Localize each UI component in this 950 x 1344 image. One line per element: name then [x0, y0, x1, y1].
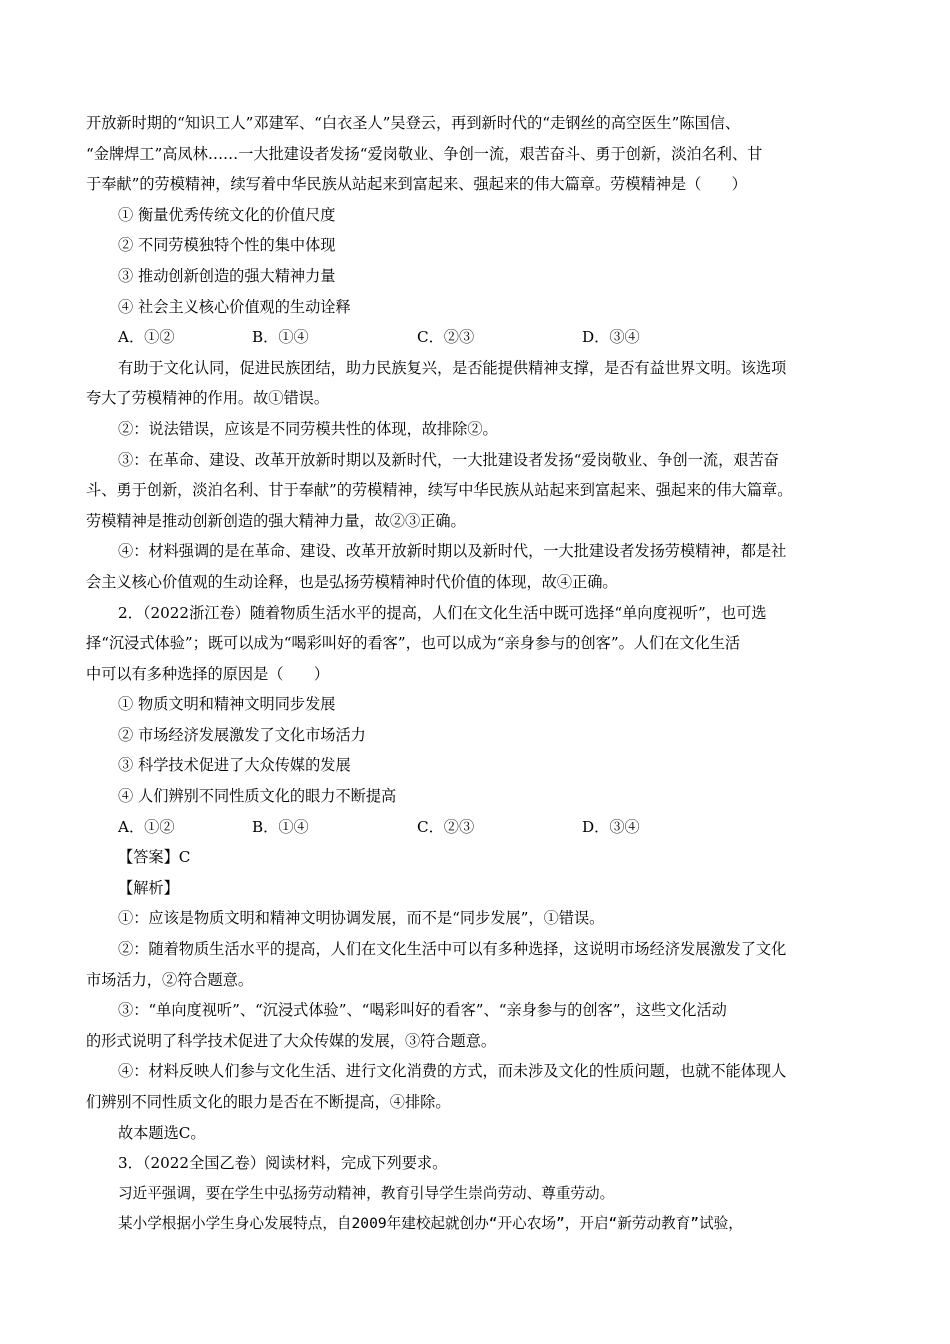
q2-stem-line: 2．（2022浙江卷）随着物质生活水平的提高，人们在文化生活中既可选择“单向度视听”，也可选	[118, 603, 767, 622]
q2-analysis-line: ③：“单向度视听”、“沉浸式体验”、“喝彩叫好的看客”、“亲身参与的创客”，这些文化活动	[118, 1001, 727, 1020]
question-1	[86, 108, 872, 598]
q2-option-a: A．①②	[118, 817, 175, 836]
q2-option-c: C．②③	[417, 817, 475, 836]
document-content	[86, 108, 872, 1240]
q2-analysis-line: 市场活力，②符合题意。	[86, 970, 254, 989]
q1-analysis-line: ②：说法错误，应该是不同劳模共性的体现，故排除②。	[118, 419, 498, 438]
q1-analysis-line: ③：在革命、建设、改革开放新时期以及新时代，一大批建设者发扬“爱岗敬业、争创一流，艰苦奋	[118, 450, 779, 469]
q2-analysis-line: ④：材料反映人们参与文化生活、进行文化消费的方式，而未涉及文化的性质问题，也就不能体现人	[118, 1062, 787, 1081]
q2-analysis-line: ①：应该是物质文明和精神文明协调发展，而不是“同步发展”，①错误。	[118, 909, 605, 928]
q2-item: ③ 科学技术促进了大众传媒的发展	[118, 756, 351, 775]
q2-analysis-line: ②：随着物质生活水平的提高，人们在文化生活中可以有多种选择，这说明市场经济发展激发了文化	[118, 940, 787, 959]
q2-option-b: B．①④	[252, 817, 309, 836]
q2-item: ② 市场经济发展激发了文化市场活力	[118, 725, 366, 744]
q2-stem-line: 择“沉浸式体验”；既可以成为“喝彩叫好的看客”，也可以成为“亲身参与的创客”。人们在文化生活	[86, 634, 741, 653]
q1-stem-line: 开放新时期的“知识工人”邓建军、“白衣圣人”吴登云，再到新时代的“走钢丝的高空医生”陈国信、	[86, 114, 741, 132]
q1-option-d: D．③④	[582, 328, 640, 347]
q2-stem-line: 中可以有多种选择的原因是（ ）	[86, 664, 329, 683]
q2-options	[86, 812, 872, 843]
question-3	[86, 1148, 872, 1240]
q1-analysis-line: 会主义核心价值观的生动诠释，也是弘扬劳模精神时代价值的体现，故④正确。	[86, 572, 618, 591]
q1-stem-line: “金牌焊工”高凤林……一大批建设者发扬“爱岗敬业、争创一流，艰苦奋斗、勇于创新，淡泊名利、甘	[86, 144, 763, 163]
q3-material-line: 习近平强调，要在学生中弘扬劳动精神，教育引导学生崇尚劳动、尊重劳动。	[118, 1184, 615, 1202]
q1-option-a: A．①②	[118, 328, 175, 347]
q2-analysis-label: 【解析】	[118, 878, 179, 897]
q2-item: ④ 人们辨别不同性质文化的眼力不断提高	[118, 787, 397, 806]
q2-analysis-line: 的形式说明了科学技术促进了大众传媒的发展，③符合题意。	[86, 1031, 497, 1050]
q1-analysis-line: 斗、勇于创新，淡泊名利、甘于奉献”的劳模精神，续写中华民族从站起来到富起来、强起来的伟大篇章。	[86, 481, 793, 500]
q1-option-c: C．②③	[417, 328, 475, 347]
q1-stem-line: 于奉献”的劳模精神，续写着中华民族从站起来到富起来、强起来的伟大篇章。劳模精神是（ ）	[86, 175, 747, 194]
q2-item: ① 物质文明和精神文明同步发展	[118, 695, 336, 714]
q1-option-b: B．①④	[252, 328, 309, 347]
q1-item: ② 不同劳模独特个性的集中体现	[118, 236, 336, 255]
q1-analysis-line: ④：材料强调的是在革命、建设、改革开放新时期以及新时代，一大批建设者发扬劳模精神，都是社	[118, 542, 787, 561]
q3-stem: 3．（2022全国乙卷）阅读材料，完成下列要求。	[118, 1154, 448, 1173]
q1-item: ④ 社会主义核心价值观的生动诠释	[118, 297, 351, 316]
q2-conclusion: 故本题选C。	[118, 1123, 206, 1142]
q1-item: ① 衡量优秀传统文化的价值尺度	[118, 205, 336, 224]
q1-options	[86, 322, 872, 353]
q1-analysis-line: 劳模精神是推动创新创造的强大精神力量，故②③正确。	[86, 511, 466, 530]
q2-analysis-line: 们辨别不同性质文化的眼力是否在不断提高，④排除。	[86, 1093, 451, 1111]
q1-analysis-line: 夸大了劳模精神的作用。故①错误。	[86, 389, 329, 408]
q3-material-line: 某小学根据小学生身心发展特点，自2009年建校起就创办“开心农场”，开启“新劳动教育”试验，	[118, 1215, 743, 1233]
question-2	[86, 598, 872, 1149]
q1-analysis-line: 有助于文化认同，促进民族团结，助力民族复兴，是否能提供精神支撑，是否有益世界文明。该选项	[118, 358, 787, 377]
q1-item: ③ 推动创新创造的强大精神力量	[118, 266, 336, 285]
q2-option-d: D．③④	[582, 817, 640, 836]
q2-answer: 【答案】C	[118, 848, 191, 867]
